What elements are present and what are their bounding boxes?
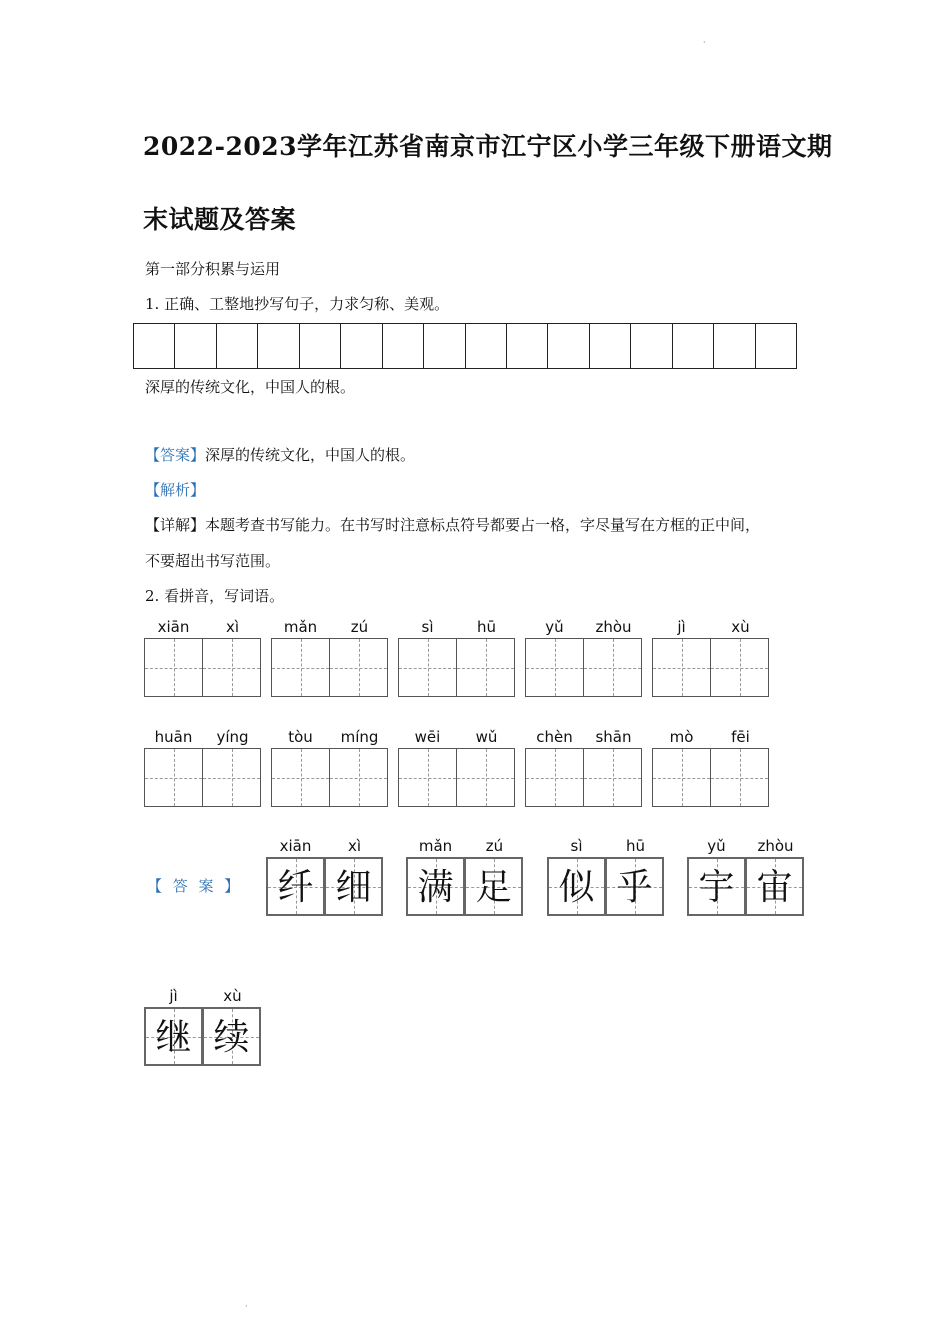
tianzige-box — [710, 638, 769, 697]
tianzige-box — [202, 638, 261, 697]
pinyin: shān — [595, 728, 632, 746]
pinyin: xiān — [157, 618, 190, 636]
pinyin: tòu — [288, 728, 313, 746]
answer-character: 满 — [417, 867, 454, 908]
pinyin-grid-group — [398, 616, 516, 697]
tianzige-box — [271, 748, 330, 807]
tianzige-box — [266, 857, 325, 916]
copy-cell — [217, 324, 258, 368]
pinyin: sì — [421, 618, 434, 636]
tianzige-box — [583, 748, 642, 807]
tianzige-box — [605, 857, 664, 916]
pinyin: míng — [340, 728, 379, 746]
copy-cell — [175, 324, 216, 368]
copy-cell — [258, 324, 299, 368]
tianzige-box — [464, 857, 523, 916]
tianzige-box — [687, 857, 746, 916]
pinyin: mò — [669, 728, 694, 746]
pinyin: yǔ — [545, 618, 564, 636]
pinyin: chèn — [536, 728, 573, 746]
copy-cell — [631, 324, 672, 368]
page-mark-top: · — [703, 38, 706, 47]
answer-character: 似 — [558, 867, 595, 908]
detail-line1: 【详解】本题考查书写能力。在书写时注意标点符号都要占一格，字尽量写在方框的正中间， — [145, 516, 761, 534]
pinyin-grid-group — [144, 616, 262, 697]
copy-cell — [134, 324, 175, 368]
pinyin-grid-group — [525, 616, 643, 697]
tianzige-box — [144, 1007, 203, 1066]
copy-cell — [714, 324, 755, 368]
pinyin: mǎn — [283, 618, 318, 636]
copy-cell — [300, 324, 341, 368]
tianzige-box — [652, 638, 711, 697]
copy-cell — [341, 324, 382, 368]
tianzige-box — [583, 638, 642, 697]
pinyin: mǎn — [418, 837, 453, 855]
pinyin-grid-group — [652, 726, 770, 807]
answer-character: 继 — [155, 1017, 192, 1058]
copy-cell — [507, 324, 548, 368]
tianzige-box — [456, 638, 515, 697]
tianzige-box — [202, 748, 261, 807]
pinyin: jì — [677, 618, 686, 636]
copy-cell — [548, 324, 589, 368]
tianzige-box — [406, 857, 465, 916]
pinyin: xì — [225, 618, 240, 636]
copy-cell — [756, 324, 796, 368]
pinyin: huān — [154, 728, 193, 746]
answer-1 — [145, 444, 415, 465]
tianzige-box — [144, 748, 203, 807]
question-2-prompt: 2. 看拼音，写词语。 — [145, 587, 285, 605]
pinyin: zú — [485, 837, 504, 855]
tianzige-box — [144, 638, 203, 697]
pinyin: hū — [625, 837, 645, 855]
tianzige-box — [652, 748, 711, 807]
tianzige-box — [710, 748, 769, 807]
answer-grid-group — [144, 985, 262, 1066]
pinyin: yǔ — [707, 837, 726, 855]
page-mark-bottom: · — [245, 1302, 248, 1311]
pinyin: zhòu — [757, 837, 794, 855]
answer-grid-group — [547, 835, 665, 916]
copy-cell — [383, 324, 424, 368]
copy-cell — [466, 324, 507, 368]
pinyin: hū — [476, 618, 496, 636]
answer-character: 续 — [213, 1017, 250, 1058]
answer-grid-group — [266, 835, 384, 916]
question-1-prompt: 1. 正确、工整地抄写句子，力求匀称、美观。 — [145, 295, 450, 313]
pinyin: sì — [570, 837, 583, 855]
tianzige-box — [271, 638, 330, 697]
tianzige-box — [202, 1007, 261, 1066]
answer-character: 宇 — [698, 867, 735, 908]
pinyin: wēi — [414, 728, 441, 746]
answer-tag: 【答案】 — [145, 446, 206, 464]
copy-cell — [424, 324, 465, 368]
answer-character: 足 — [475, 867, 512, 908]
pinyin: jì — [169, 987, 178, 1005]
pinyin: xì — [347, 837, 362, 855]
copy-sentence: 深厚的传统文化，中国人的根。 — [145, 378, 356, 396]
tianzige-box — [525, 638, 584, 697]
document-title-line2: 末试题及答案 — [143, 205, 297, 234]
answer-grid-group — [406, 835, 524, 916]
tianzige-box — [745, 857, 804, 916]
pinyin-grid-group — [398, 726, 516, 807]
section-heading: 第一部分积累与运用 — [145, 260, 281, 278]
pinyin-grid-group — [652, 616, 770, 697]
pinyin: fēi — [731, 728, 750, 746]
answer-text: 深厚的传统文化，中国人的根。 — [205, 446, 416, 464]
answer-character: 宙 — [756, 867, 793, 908]
answer-character: 乎 — [616, 867, 653, 908]
copy-cell — [673, 324, 714, 368]
tianzige-box — [525, 748, 584, 807]
detail-line2: 不要超出书写范围。 — [145, 552, 281, 570]
pinyin: yíng — [216, 728, 249, 746]
pinyin: wǔ — [475, 728, 498, 746]
tianzige-box — [547, 857, 606, 916]
copy-cell — [590, 324, 631, 368]
analysis-tag: 【解析】 — [145, 481, 206, 499]
pinyin: xù — [223, 987, 242, 1005]
tianzige-box — [329, 638, 388, 697]
pinyin: zú — [350, 618, 369, 636]
pinyin-grid-group — [144, 726, 262, 807]
tianzige-box — [398, 638, 457, 697]
pinyin: xù — [731, 618, 750, 636]
document-title-line1: 2022-2023学年江苏省南京市江宁区小学三年级下册语文期 — [143, 132, 833, 161]
pinyin: xiān — [279, 837, 312, 855]
answer-character: 纤 — [277, 867, 314, 908]
answer-2-tag: 【 答 案 】 — [147, 877, 243, 895]
copy-grid — [133, 323, 797, 369]
pinyin-grid-group — [271, 616, 389, 697]
tianzige-box — [456, 748, 515, 807]
answer-grid-group — [687, 835, 805, 916]
tianzige-box — [329, 748, 388, 807]
pinyin-grid-group — [525, 726, 643, 807]
pinyin: zhòu — [595, 618, 632, 636]
tianzige-box — [324, 857, 383, 916]
pinyin-grid-group — [271, 726, 389, 807]
tianzige-box — [398, 748, 457, 807]
answer-character: 细 — [335, 867, 372, 908]
